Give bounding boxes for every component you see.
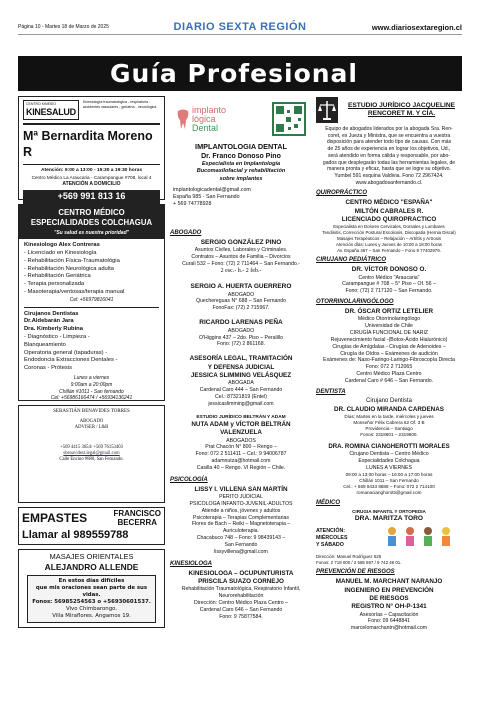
scales-of-justice-icon xyxy=(316,97,338,123)
empastes-name1: FRANCISCO xyxy=(113,509,161,518)
rencoret-line: coret, ex Jueza y Ministra, que se encuentra a vuestra xyxy=(327,132,451,139)
kinesiologa-line: Cardenal Caro 646 – San Fernando xyxy=(199,606,283,613)
dentista-entry-2 xyxy=(316,443,462,496)
benavides-name: SEBASTIÁN BENAVIDES TORRES xyxy=(53,409,130,414)
riesgos-title: INGENIERO EN PREVENCIÓN xyxy=(344,586,434,594)
quiro-center: CENTRO MÉDICO "ESPAÑA" xyxy=(345,199,433,207)
lawyer-line: 2 esc.- h.- 2 feb.- xyxy=(220,268,262,275)
abogado-list xyxy=(170,239,312,472)
colchagua-slogan: "Su salud es nuestra prioridad" xyxy=(53,229,130,236)
kinesalud-address: Centro Médico La Araucaria - Carampangue #708, local 4 xyxy=(31,174,152,180)
kinesiologa-line: Neurorehabilitación xyxy=(218,593,264,600)
kine-services xyxy=(24,250,159,297)
dentista-line: Chillán 1011 – San Fernando xyxy=(359,477,419,483)
implanto-spec1: Especialista en Implantología xyxy=(201,160,281,167)
riesgos-entry xyxy=(316,578,462,632)
kinesalud-hours: Atención: 9:00 a 13:00 - 15:30 a 19:30 horas xyxy=(40,168,143,174)
dent-address: Chillán #1011 - San fernando xyxy=(59,388,124,395)
dent-days: Lunes a viernes xyxy=(73,375,110,382)
lawyer-line: Curali 532 – Fono: (72) 2 711464 – San Fernando.- xyxy=(182,261,300,268)
medico-days2: Y SÁBADO xyxy=(316,542,344,549)
lawyer-line: Fono: 072 2 511411 – Cel.: 9 94006787 xyxy=(195,451,287,458)
psicologia-line: PERITO JUDICIAL xyxy=(219,494,263,501)
implanto-doctor: Dr. Franco Donoso Pino xyxy=(201,152,281,160)
riesgos-heading: PREVENCIÓN DE RIESGOS xyxy=(316,569,395,576)
dentista-line: Cirujano Dentista – Centro Médico xyxy=(349,451,429,458)
rencoret-line: Yumbel 591 esquina Valdivia. Fono 72 2967424. xyxy=(334,173,444,180)
dentista-name: DR. CLAUDIO MIRANDA CARDENAS xyxy=(334,405,444,413)
rencoret-line: será atendido en forma cálida y responsable, por abo- xyxy=(327,152,451,159)
benavides-role: ABOGADO xyxy=(79,418,104,424)
kinesalud-home: ATENCIÓN A DOMICILIO xyxy=(62,181,121,188)
psicologia-line: Atiende a niños, jóvenes y adultos xyxy=(201,507,281,514)
dentista-line: Días: Martes en la tarde, miércoles y jueves xyxy=(344,414,434,420)
dent-service-item: - Diagnóstico - Limpieza - xyxy=(24,334,90,341)
masajes-line: Villa Miraflores. Angamos 19. xyxy=(52,613,131,620)
riesgos-line: marcelomarchantn@hotmail.com xyxy=(350,625,428,632)
implanto-ad xyxy=(170,96,312,228)
pediatra-line: Carampangue # 708 – 5° Piso – Of. 56 – xyxy=(342,281,436,288)
medico-heading: MÉDICO xyxy=(316,500,340,507)
quiro-heading: QUIROPRÁCTICO xyxy=(316,190,367,197)
psicologia-line: Flores de Bach – Reiki – Magnetoterapia – xyxy=(191,521,291,528)
riesgos-line: Fono: 09 6448841 xyxy=(367,618,411,625)
medico-spec: CIRUGIA INFANTIL Y ORTOPEDIA xyxy=(352,509,426,515)
riesgos-title: DE RIESGOS xyxy=(369,594,409,602)
lawyer-line: jessicaslimming@gmail.com xyxy=(208,400,274,407)
medico-days: MIÉRCOLES xyxy=(316,535,348,542)
dentista-line: Cirujano Dentista xyxy=(365,397,413,404)
lawyer-name: NUTA ADAM y VÍCTOR BELTRÁN xyxy=(191,420,291,428)
otorrino-line: Universidad de Chile xyxy=(365,323,413,330)
riesgos-registro: REGISTRO N° OH-P-1341 xyxy=(351,603,427,611)
column-right xyxy=(316,96,462,632)
psicologia-line: Chacabuco 748 – Fono: 9 98439143 – xyxy=(196,535,286,542)
service-item: - Rehabilitación Geriátrica xyxy=(24,273,91,280)
quiro-line: Especialista en Dolores Cervicales, Dorsales y Lumbares xyxy=(333,224,445,230)
dentista-line: Cel.: + 569 9433 8888 – Fono: 072 2 714100 xyxy=(343,484,435,489)
dentista-line: Monseñor Félix Cabrera 62 Of. 3 B xyxy=(353,420,425,426)
dentist-2: Dra. Kimberly Rubina xyxy=(24,326,83,333)
otorrino-line: Rejuvenecimiento facial -(Botox-Ácido Hialurónico) xyxy=(330,336,448,343)
implanto-spec2: Bucomaxilofacial y rehabilitación xyxy=(196,168,286,175)
page-info: Página 10 - Martes 18 de Marzo de 2025 xyxy=(18,24,109,30)
lawyer-line: ABOGADOS xyxy=(226,437,256,444)
lawyer-line: ABOGADA xyxy=(228,380,254,387)
lawyer-gonzalez xyxy=(170,239,312,276)
dentista-line: romanacianghorotti@gmail.com xyxy=(356,490,422,496)
lawyer-name: Y DEFENSA JUDICIAL xyxy=(207,363,275,371)
kinesiologa-entry xyxy=(170,570,312,621)
lawyer-line: O'Higgins 437 – 2do. Piso – Peralillo xyxy=(198,334,284,341)
dentist-1: Dr.Aldebarán Jara xyxy=(24,318,74,325)
rencoret-line[interactable]: www.abogadosanfernando.cl. xyxy=(355,179,423,186)
logo-small-text: CENTRO KINESIO xyxy=(26,102,56,106)
lawyer-name: SERGIO GONZÁLEZ PINO xyxy=(200,238,282,246)
implanto-logo1: implanto xyxy=(192,104,227,115)
lawyer-name: JESSICA SLIMMING VELÁSQUEZ xyxy=(190,371,292,379)
dent-service-item: Endodoncia Extracciones Dentales - xyxy=(24,357,118,364)
medico-addr: Dirección: Manuel Rodríguez 525 xyxy=(316,553,382,559)
lawyer-larenas xyxy=(170,319,312,348)
masajes-line: En estos días difíciles xyxy=(58,577,125,584)
masajes-title: MASAJES ORIENTALES xyxy=(49,552,134,561)
children-illustration-icon xyxy=(382,525,462,553)
kinesalud-tagline: Kinesiología traumatológica - respiratoria - accidentes vasculares - geriatría - neurológica xyxy=(82,100,157,109)
otorrino-line: Médico Otorrinolaringólogo xyxy=(357,316,421,323)
rencoret-line: gados que desplegarán todas las herramientas legales, de xyxy=(322,159,456,166)
psicologia-line: San Fernando xyxy=(224,542,258,549)
riesgos-name: MANUEL M. MARCHANT NARANJO xyxy=(335,578,443,586)
psicologia-line: Psicoterapia – Terapias Complementarias xyxy=(193,514,289,521)
kine-title: Kinesiologo Alex Contreras xyxy=(24,242,100,249)
dent-service-item: Operatoria general (tapaduras) - xyxy=(24,349,108,356)
benavides-phones: +569 4415 3654/ +569 76153403 xyxy=(60,445,123,450)
colchagua-title1: CENTRO MÉDICO xyxy=(58,208,125,217)
dent-service-item: Coronas - Prótesis xyxy=(24,365,73,372)
rencoret-ad xyxy=(316,96,462,186)
dent-cels: Cel: +56986166474 / +56934136241 xyxy=(50,395,133,402)
benavides-ad xyxy=(18,405,165,503)
implanto-address: España 985 - San Fernando xyxy=(173,193,240,200)
otorrino-line: Cirugía de Oídos – Exámenes de audición xyxy=(340,350,438,357)
rencoret-line: manera pronta y eficaz, hasta que se logre su objetivo. xyxy=(327,166,451,173)
masajes-name: ALEJANDRO ALLENDE xyxy=(44,561,139,572)
medico-entry xyxy=(316,509,462,565)
lawyer-line: Quechereguas N° 688 – San Fernando xyxy=(195,298,287,305)
lawyer-line: ABOGADO xyxy=(227,291,255,298)
quiro-line: Tendinitis, Corrección Postural Escoliosis, Discopatía (Hernia Discal) xyxy=(322,230,456,236)
lawyer-huerta xyxy=(170,283,312,312)
dentista-heading: DENTISTA xyxy=(316,388,346,395)
otorrino-name: DR. ÓSCAR ORTIZ LETELIER xyxy=(344,308,434,316)
otorrino-line: Cirugías de Amígdalas - Cirugías de Adenoides – xyxy=(332,343,446,350)
lawyer-line: Cel.: 87321819 (Entel) xyxy=(215,393,267,400)
lawyer-name: VALENZUELA xyxy=(220,429,262,437)
pediatra-line: Fono: (72) 2 717120 – San Fernando. xyxy=(345,288,433,295)
implanto-logo2: lógica xyxy=(192,113,216,124)
dentista-line: Especialidades Colchagua xyxy=(358,458,420,465)
lawyer-firm: ESTUDIO JURÍDICO BELTRÁN Y ADAM xyxy=(196,414,286,420)
lawyer-slimming xyxy=(170,355,312,407)
lawyer-line: Asuntos Civiles, Laborales y Criminales. xyxy=(194,247,288,254)
psicologia-line: Auriculoterapia. xyxy=(222,528,260,535)
service-item: - Rehabilitación Neurológica adulta xyxy=(24,265,114,272)
dentista-line: LUNES A VIERNES xyxy=(366,465,412,472)
qr-code-icon[interactable] xyxy=(272,102,306,136)
dentista-line: Fonos: 2318601 – 2319600. xyxy=(360,432,418,438)
quiro-line: Atención días: Lunes y Jueves de 10:00 a 18:00 horas xyxy=(336,241,442,247)
lawyer-line: Contratos – Asuntos de Familia – Divorcios xyxy=(191,254,291,261)
abogado-heading: ABOGADO xyxy=(170,230,202,236)
kinesalud-logo: KINESALUD xyxy=(26,106,76,117)
psicologia-line: PSICOLOGA INFANTO-JUVENIL-ADULTOS xyxy=(189,500,293,507)
medico-fono: Fonos: 2 718 000 / 2 585 597 / 9 742 48 01. xyxy=(316,559,402,565)
psicologia-heading: PSICOLOGÍA xyxy=(170,476,208,483)
implanto-phone: + 569 74778928 xyxy=(173,200,212,207)
quiro-name: MILTÓN CABRALES R. xyxy=(354,207,424,215)
pediatra-heading: CIRUJANO PEDIÁTRICO xyxy=(316,257,387,264)
colchagua-title2: ESPECIALIDADES COLCHAGUA xyxy=(30,218,153,228)
kinesalud-ad xyxy=(18,96,165,200)
masajes-ad xyxy=(18,549,165,628)
kinesiologa-heading: KINESIOLOGA xyxy=(170,560,213,567)
dentista-line: 09:00 a 13:00 horas – 16:00 a 17:00 horas xyxy=(345,471,433,477)
implanto-spec3: sobre implantes xyxy=(219,175,263,182)
dentista-name: DRA. ROMINA CIANGHEROTTI MORALES xyxy=(328,443,450,451)
medico-att: ATENCIÓN: xyxy=(316,528,346,535)
rencoret-title: ESTUDIO JURÍDICO JACQUELINE RENCORET M. Y CÍA. xyxy=(348,102,455,117)
implanto-logo3: Dental xyxy=(192,122,219,133)
quiro-line: Masajes Terapéuticos – Relajación – Artritis y Artrosis xyxy=(336,235,442,241)
colchagua-ad xyxy=(18,204,165,401)
lawyer-line: Prat Chacón N° 800 – Rengo – xyxy=(205,444,277,451)
dent-title: Cirujanos Dentistas xyxy=(24,310,79,317)
masajes-line: que mis oraciones sean parte de sus vidas. xyxy=(35,585,148,599)
lawyer-beltran xyxy=(170,415,312,472)
service-item: - Terapia personalizada xyxy=(24,281,85,288)
implanto-title: IMPLANTOLOGIA DENTAL xyxy=(195,142,287,151)
quiro-line: Av. España 467 – San Fernando – Fono 9 77402979. xyxy=(337,247,441,253)
benavides-email[interactable]: sbenavidest.legal@gmail.com xyxy=(63,451,120,457)
dentista-entry-1 xyxy=(316,398,462,438)
column-left xyxy=(18,96,165,632)
lawyer-line: ABOGADO xyxy=(227,327,255,334)
column-middle xyxy=(170,96,312,621)
newspaper-name: DIARIO SEXTA REGIÓN xyxy=(173,21,307,33)
psicologa-name: LISSY I. VILLENA SAN MARTÍN xyxy=(194,485,288,493)
implanto-email[interactable]: implantologicadental@gmail.com xyxy=(173,186,251,193)
masajes-line: Fonos: 56985254563 o +56930601537. xyxy=(32,599,151,606)
kinesiologa-line: Fono: 9 75877584. xyxy=(219,613,263,620)
otorrino-heading: OTORRINOLARINGÓLOGO xyxy=(316,299,394,306)
otorrino-line: Cardenal Caro # 646 – San Fernando. xyxy=(344,378,434,385)
otorrino-line: CIRUGÍA FUNCIONAL DE NARIZ xyxy=(349,330,429,337)
service-item: - Masoterapia/ventosas/terapia manual xyxy=(24,289,125,296)
otorrino-line: Exámenes de: Naso-Faringo-Laringo-Fibroscopía Directa xyxy=(323,357,455,364)
rencoret-line: Equipo de abogados liderados por la abogada Sra. Ren- xyxy=(325,126,453,132)
quiro-title: LICENCIADO QUIROPRACTICO xyxy=(341,215,437,223)
kine-cel: Cel: +56979816041 xyxy=(69,296,114,303)
lawyer-line: Casilla 40 – Rengo. VI Región – Chile. xyxy=(196,464,286,471)
benavides-firm: ADVISER / L&B xyxy=(74,424,109,430)
benavides-address: Calle Encino #880, San Fernando. xyxy=(59,457,124,463)
lawyer-line: Cardenal Caro 444 – San Fernando xyxy=(199,387,283,394)
empastes-name2: BECERRA xyxy=(117,517,157,527)
empastes-word: EMPASTES xyxy=(22,510,88,525)
lawyer-line: FonoFax: (72) 2 715967. xyxy=(212,305,270,312)
tooth-icon xyxy=(176,108,190,130)
lawyer-name: RICARDO LARENAS PEÑA xyxy=(199,319,283,327)
page-header xyxy=(18,21,462,35)
kinesiologa-line: Dirección: Centro Médico Plaza Centro – xyxy=(194,599,288,606)
pediatra-name: DR. VÍCTOR DONOSO O. xyxy=(351,266,427,274)
rencoret-line: disposición para atender todo tipo de causas. Con más xyxy=(326,139,452,146)
otorrino-line: Fono: 072 2 712065 xyxy=(365,364,413,371)
kinesalud-phone: +569 991 813 16 xyxy=(23,190,160,204)
dent-services xyxy=(24,334,159,373)
kinesiologa-title: KINESIOLOGA – OCUPUNTURISTA xyxy=(188,569,294,577)
kinesiologa-line: Rehabilitación Traumatológica, Respiratorio Infantil, xyxy=(181,586,301,593)
pediatra-line: Centro Médico "Araucaria" xyxy=(358,274,420,281)
lawyer-line: Fono: (72) 2 861168. xyxy=(216,341,266,348)
website: www.diariosextaregion.cl xyxy=(371,23,462,32)
otorrino-line: Centro Médico Plaza Centro xyxy=(356,371,422,378)
psicologia-entry xyxy=(170,486,312,556)
psicologia-line: lissyvillena@gmail.com xyxy=(214,548,268,555)
kinesalud-name: Mª Bernardita Moreno R xyxy=(23,128,153,160)
quiro-entry xyxy=(316,199,462,253)
dent-hours: 9:00am a 20:00pm xyxy=(70,381,113,388)
lawyer-name: ASESORÍA LEGAL, TRAMITACIÓN xyxy=(189,355,293,363)
lawyer-line: adamnutza@hotmail.com xyxy=(211,458,271,465)
dentista-line: Providencia – Santiago xyxy=(365,426,413,432)
riesgos-line: Asesorías – Capacitación xyxy=(359,611,419,618)
lawyer-name: SERGIO A. HUERTA GUERRERO xyxy=(190,282,292,290)
pediatra-entry xyxy=(316,266,462,295)
section-banner: Guía Profesional xyxy=(18,56,462,91)
empastes-ad xyxy=(18,507,165,545)
dent-service-item: Blanqueamiento xyxy=(24,341,66,348)
masajes-line: Vivo Chimbarongo. xyxy=(65,606,118,613)
kinesiologa-name: PRISCILA SUAZO CORNEJO xyxy=(198,577,284,585)
rencoret-line: de 25 años de experiencia en lograr los objetivos, Ud., xyxy=(327,146,451,153)
medico-name: DRA. MARITZA TORO xyxy=(354,515,424,523)
otorrino-entry xyxy=(316,308,462,385)
service-item: - Rehabilitación Física-Traumatológia xyxy=(24,257,120,264)
empastes-call: Llamar al 989559788 xyxy=(22,528,129,541)
service-item: - Licenciado en Kinesiología xyxy=(24,249,97,256)
